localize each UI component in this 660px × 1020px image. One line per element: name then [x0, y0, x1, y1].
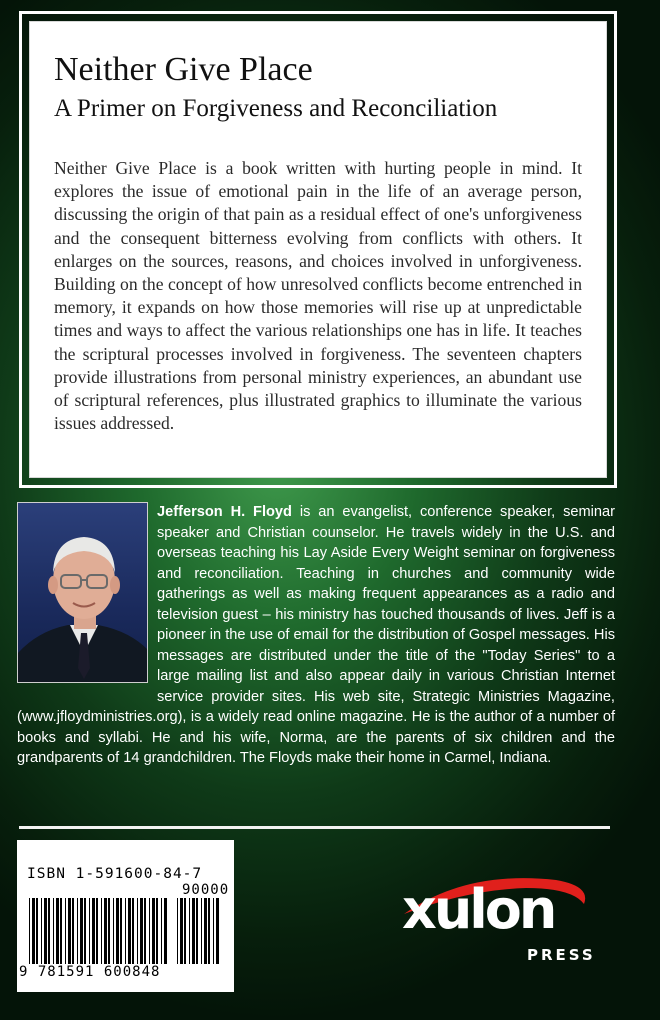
barcode-bar: [137, 898, 138, 964]
barcode-bar: [41, 898, 42, 964]
barcode-bar: [196, 898, 198, 964]
barcode-bar: [213, 898, 214, 964]
barcode-bar: [96, 898, 98, 964]
barcode-bar: [77, 898, 78, 964]
barcode-bar: [164, 898, 167, 964]
barcode-box: [17, 840, 234, 992]
barcode-bar: [53, 898, 54, 964]
book-description: Neither Give Place is a book written with hurting people in mind. It explores the issue of emotional pain in the life of an average person, discussing the origin of that pain as a residual effect of one's unforgiveness and the consequent bitterness evolving from conflicts with others. It enlarges on the sources, reasons, and choices involved in unforgiveness. Building on the concept of how unresolved conflicts become entrenched in memory, it expands on how those memories will rise up at unpredictable times and ways to affect the various relationships one has in life. It teaches the scriptural processes involved in forgiveness. The seventeen chapters provide illustrations from personal ministry experiences, an abundant use of scriptural references, plus illustrated graphics to illuminate the various issues addressed.: [54, 158, 582, 434]
barcode-bar: [68, 898, 71, 964]
barcode-bar: [104, 898, 107, 964]
barcode-bar: [208, 898, 210, 964]
barcode-bar: [101, 898, 102, 964]
barcode-bar: [56, 898, 59, 964]
barcode-bar: [29, 898, 30, 964]
book-title: Neither Give Place: [54, 51, 313, 88]
barcode-bar: [84, 898, 86, 964]
description-panel: [19, 11, 617, 488]
barcode-bar: [156, 898, 158, 964]
author-name: Jefferson H. Floyd: [157, 504, 292, 520]
addon-barcode-icon: [177, 898, 221, 964]
author-bio-text: is an evangelist, conference speaker, seminar speaker and Christian counselor. He travels widely in the U.S. and overseas teaching his Lay Aside Every Weight seminar on forgiveness and reconciliation. Teaching in churches and community wide gatherings as well as making frequent appearances as a radio and television guest – his ministry has touched thousands of lives. Jeff is a pioneer in the use of email for the distribution of Gospel messages. His messages are distributed under the title of the "Today Series" to a large mailing list and also appear daily in various Christian Internet service provider sites. His web site, Strategic Ministries Magazine, (www.jfloydministries.org), is a widely read online magazine. He is the author of a number of books and syllabi. He and his wife, Norma, are the parents of six children and the grandparents of 14 grandchildren. The Floyds make their home in Carmel, Indiana.: [17, 504, 615, 766]
barcode-bar: [204, 898, 207, 964]
ean-barcode-icon: [29, 898, 169, 964]
barcode-bar: [120, 898, 122, 964]
barcode-bar: [108, 898, 110, 964]
author-portrait-icon: [18, 503, 148, 683]
barcode-bar: [60, 898, 62, 964]
barcode-bar: [189, 898, 190, 964]
description-panel-inner: [29, 21, 607, 478]
barcode-bar: [201, 898, 202, 964]
barcode-bar: [180, 898, 183, 964]
publisher-logo-sub: PRESS: [527, 946, 596, 964]
publisher-logo-word: xulon: [402, 878, 555, 941]
barcode-bar: [36, 898, 38, 964]
barcode-bar: [144, 898, 146, 964]
price-code: 90000: [182, 882, 230, 898]
barcode-bar: [65, 898, 66, 964]
barcode-bar: [44, 898, 47, 964]
barcode-bar: [113, 898, 114, 964]
barcode-bar: [89, 898, 90, 964]
barcode-bar: [48, 898, 50, 964]
divider-line: [19, 826, 610, 829]
barcode-bar: [116, 898, 119, 964]
barcode-bar: [128, 898, 131, 964]
author-bio: [17, 502, 615, 769]
book-subtitle: A Primer on Forgiveness and Reconciliation: [54, 95, 498, 122]
barcode-bar: [216, 898, 219, 964]
barcode-bar: [32, 898, 35, 964]
barcode-bar: [80, 898, 83, 964]
barcode-bar: [140, 898, 143, 964]
barcode-bar: [125, 898, 126, 964]
isbn-label: ISBN 1-591600-84-7: [27, 866, 203, 882]
barcode-bar: [184, 898, 186, 964]
barcode-bar: [132, 898, 134, 964]
barcode-bar: [72, 898, 74, 964]
barcode-bar: [161, 898, 162, 964]
barcode-bar: [177, 898, 178, 964]
barcode-bar: [149, 898, 150, 964]
barcode-bar: [92, 898, 95, 964]
ean-digits: 9 781591 600848: [19, 964, 161, 980]
barcode-bar: [192, 898, 195, 964]
publisher-logo: [396, 874, 596, 970]
barcode-bar: [152, 898, 155, 964]
author-photo: [17, 502, 148, 683]
